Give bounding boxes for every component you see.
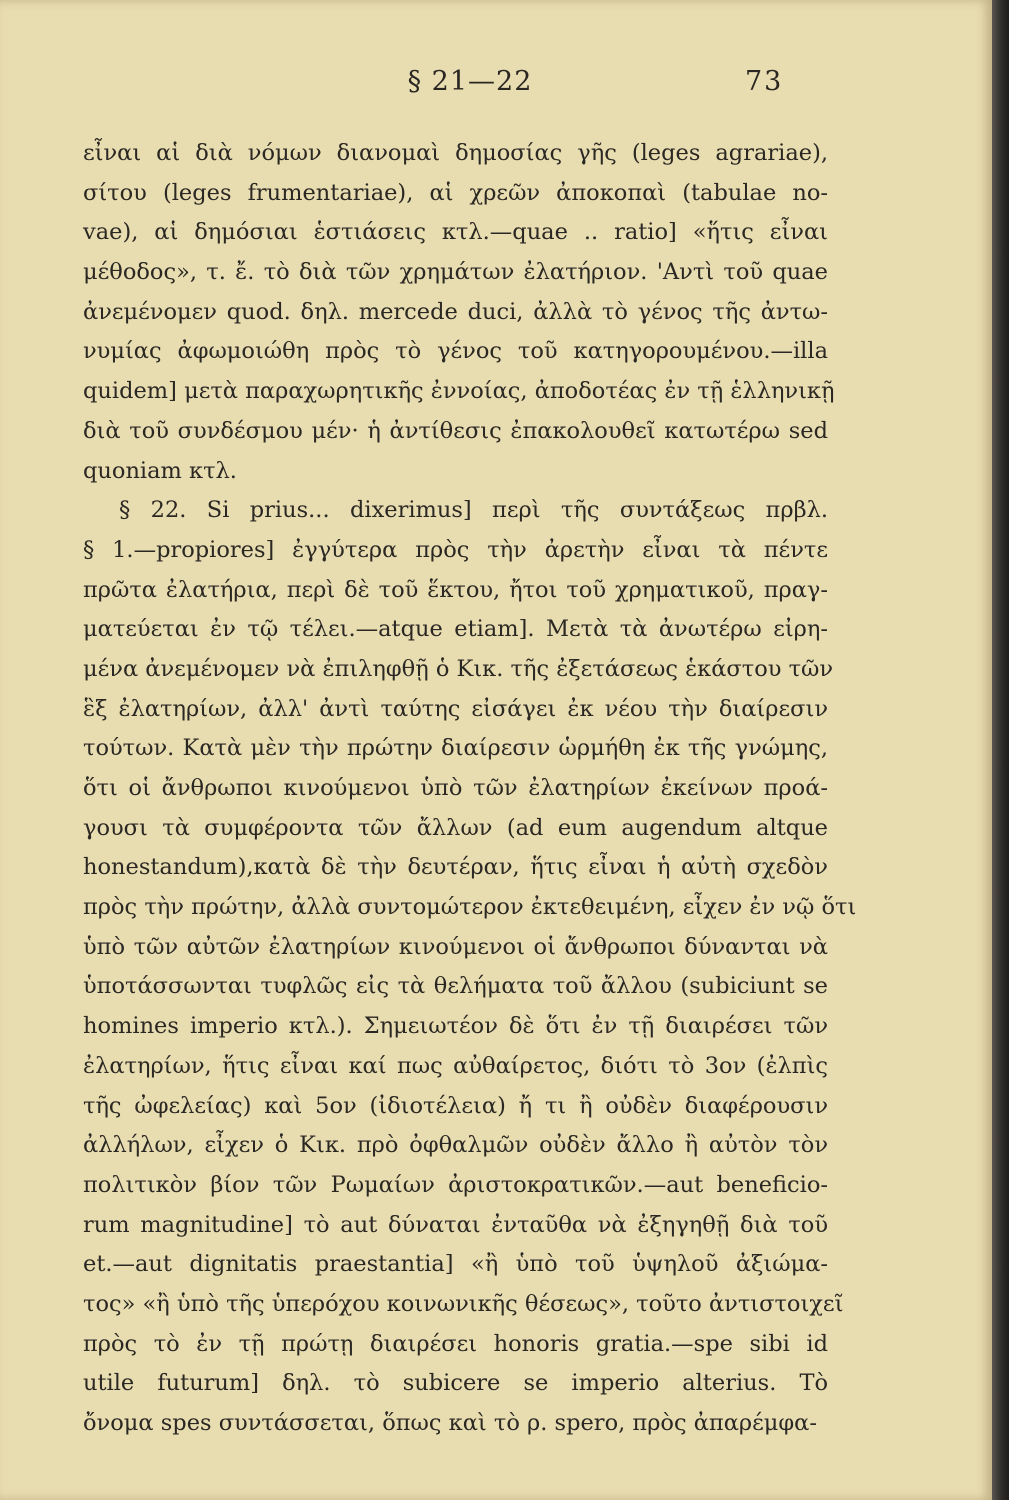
text-line-23: homines imperio κτλ.). Σημειωτέον δὲ ὅτι ἐν τῇ διαιρέσει τῶν	[83, 1013, 828, 1040]
text-line-5: ἀνεμένομεν quod. δηλ. mercede duci, ἀλλὰ τὸ γένος τῆς ἀντω-	[83, 298, 828, 325]
text-line-21: ὑπὸ τῶν αὐτῶν ἐλατηρίων κινούμενοι οἱ ἄνθρωποι δύνανται νὰ	[83, 933, 828, 960]
text-line-2: σίτου (leges frumentariae), αἱ χρεῶν ἀποκοπαὶ (tabulae no-	[83, 179, 828, 206]
page-number: 73	[745, 66, 784, 97]
text-line-27: πολιτικὸν βίον τῶν Ρωμαίων ἀριστοκρατικῶν.—aut beneficio-	[83, 1171, 828, 1198]
text-line-8: διὰ τοῦ συνδέσμου μέν· ἡ ἀντίθεσις ἐπακολουθεῖ κατωτέρω sed	[83, 417, 828, 444]
text-line-7: quidem] μετὰ παραχωρητικῆς ἐννοίας, ἀποδοτέας ἐν τῇ ἑλληνικῇ	[83, 378, 835, 405]
text-line-30: τος» «ἢ ὑπὸ τῆς ὑπερόχου κοινωνικῆς θέσεως», τοῦτο ἀντιστοιχεῖ	[83, 1290, 844, 1317]
text-line-10: § 22. Si prius... dixerimus] περὶ τῆς συντάξεως πρβλ.	[119, 497, 828, 524]
text-line-28: rum magnitudine] τὸ aut δύναται ἐνταῦθα νὰ ἐξηγηθῇ διὰ τοῦ	[83, 1211, 828, 1238]
body-text	[83, 134, 857, 1444]
text-line-17: ὅτι οἱ ἄνθρωποι κινούμενοι ὑπὸ τῶν ἐλατηρίων ἐκείνων προά-	[83, 775, 828, 801]
text-line-16: τούτων. Κατὰ μὲν τὴν πρώτην διαίρεσιν ὡρμήθη ἐκ τῆς γνώμης,	[83, 735, 828, 762]
text-line-20: πρὸς τὴν πρώτην, ἀλλὰ συντομώτερον ἐκτεθειμένη, εἶχεν ἐν νῷ ὅτι	[83, 894, 857, 921]
section-heading: § 21—22	[407, 66, 533, 97]
text-line-14: μένα ἀνεμένομεν νὰ ἐπιληφθῇ ὁ Κικ. τῆς ἐξετάσεως ἑκάστου τῶν	[83, 655, 834, 682]
text-line-11: § 1.—propiores] ἐγγύτερα πρὸς τὴν ἀρετὴν εἶναι τὰ πέντε	[83, 536, 828, 563]
text-line-13: ματεύεται ἐν τῷ τέλει.—atque etiam]. Μετὰ τὰ ἀνωτέρω εἰρη-	[83, 616, 828, 643]
text-line-19: honestandum),κατὰ δὲ τὴν δευτέραν, ἥτις εἶναι ἡ αὐτὴ σχεδὸν	[83, 854, 828, 881]
text-line-9: quoniam κτλ.	[83, 457, 237, 484]
text-line-33: ὄνομα spes συντάσσεται, ὅπως καὶ τὸ ρ. spero, πρὸς ἀπαρέμφα-	[83, 1410, 817, 1436]
text-line-29: et.—aut dignitatis praestantia] «ἢ ὑπὸ τοῦ ὑψηλοῦ ἀξιώμα-	[83, 1251, 828, 1278]
text-line-25: τῆς ὠφελείας) καὶ 5ον (ἰδιοτέλεια) ἤ τι ἢ οὐδὲν διαφέρουσιν	[83, 1092, 828, 1119]
text-line-3: vae), αἱ δημόσιαι ἑστιάσεις κτλ.—quae .. ratio] «ἥτις εἶναι	[83, 219, 828, 246]
text-line-6: νυμίας ἀφωμοιώθη πρὸς τὸ γένος τοῦ κατηγορουμένου.—illa	[83, 338, 828, 365]
text-line-4: μέθοδος», τ. ἔ. τὸ διὰ τῶν χρημάτων ἐλατήριον. 'Αντὶ τοῦ quae	[83, 259, 828, 286]
text-line-26: ἀλλήλων, εἶχεν ὁ Κικ. πρὸ ὀφθαλμῶν οὐδὲν ἄλλο ἢ αὐτὸν τὸν	[83, 1132, 828, 1159]
text-line-12: πρῶτα ἐλατήρια, περὶ δὲ τοῦ ἕκτου, ἤτοι τοῦ χρηματικοῦ, πραγ-	[83, 576, 828, 603]
text-line-24: ἐλατηρίων, ἥτις εἶναι καί πως αὐθαίρετος, διότι τὸ 3ον (ἐλπὶς	[83, 1052, 828, 1079]
text-line-18: γουσι τὰ συμφέροντα τῶν ἄλλων (ad eum augendum altque	[83, 814, 828, 841]
text-line-31: πρὸς τὸ ἐν τῇ πρώτῃ διαιρέσει honoris gratia.—spe sibi id	[83, 1330, 828, 1357]
text-line-1: εἶναι αἱ διὰ νόμων διανομαὶ δημοσίας γῆς (leges agrariae),	[83, 140, 828, 166]
book-spine-edge	[992, 0, 1009, 1500]
text-line-22: ὑποτάσσωνται τυφλῶς εἰς τὰ θελήματα τοῦ ἄλλου (subiciunt se	[83, 973, 828, 1000]
running-header	[0, 66, 992, 106]
text-line-15: ἓξ ἐλατηρίων, ἀλλ' ἀντὶ ταύτης εἰσάγει ἐκ νέου τὴν διαίρεσιν	[83, 695, 828, 722]
text-line-32: utile futurum] δηλ. τὸ subicere se imperio alterius. Τὸ	[83, 1370, 828, 1397]
